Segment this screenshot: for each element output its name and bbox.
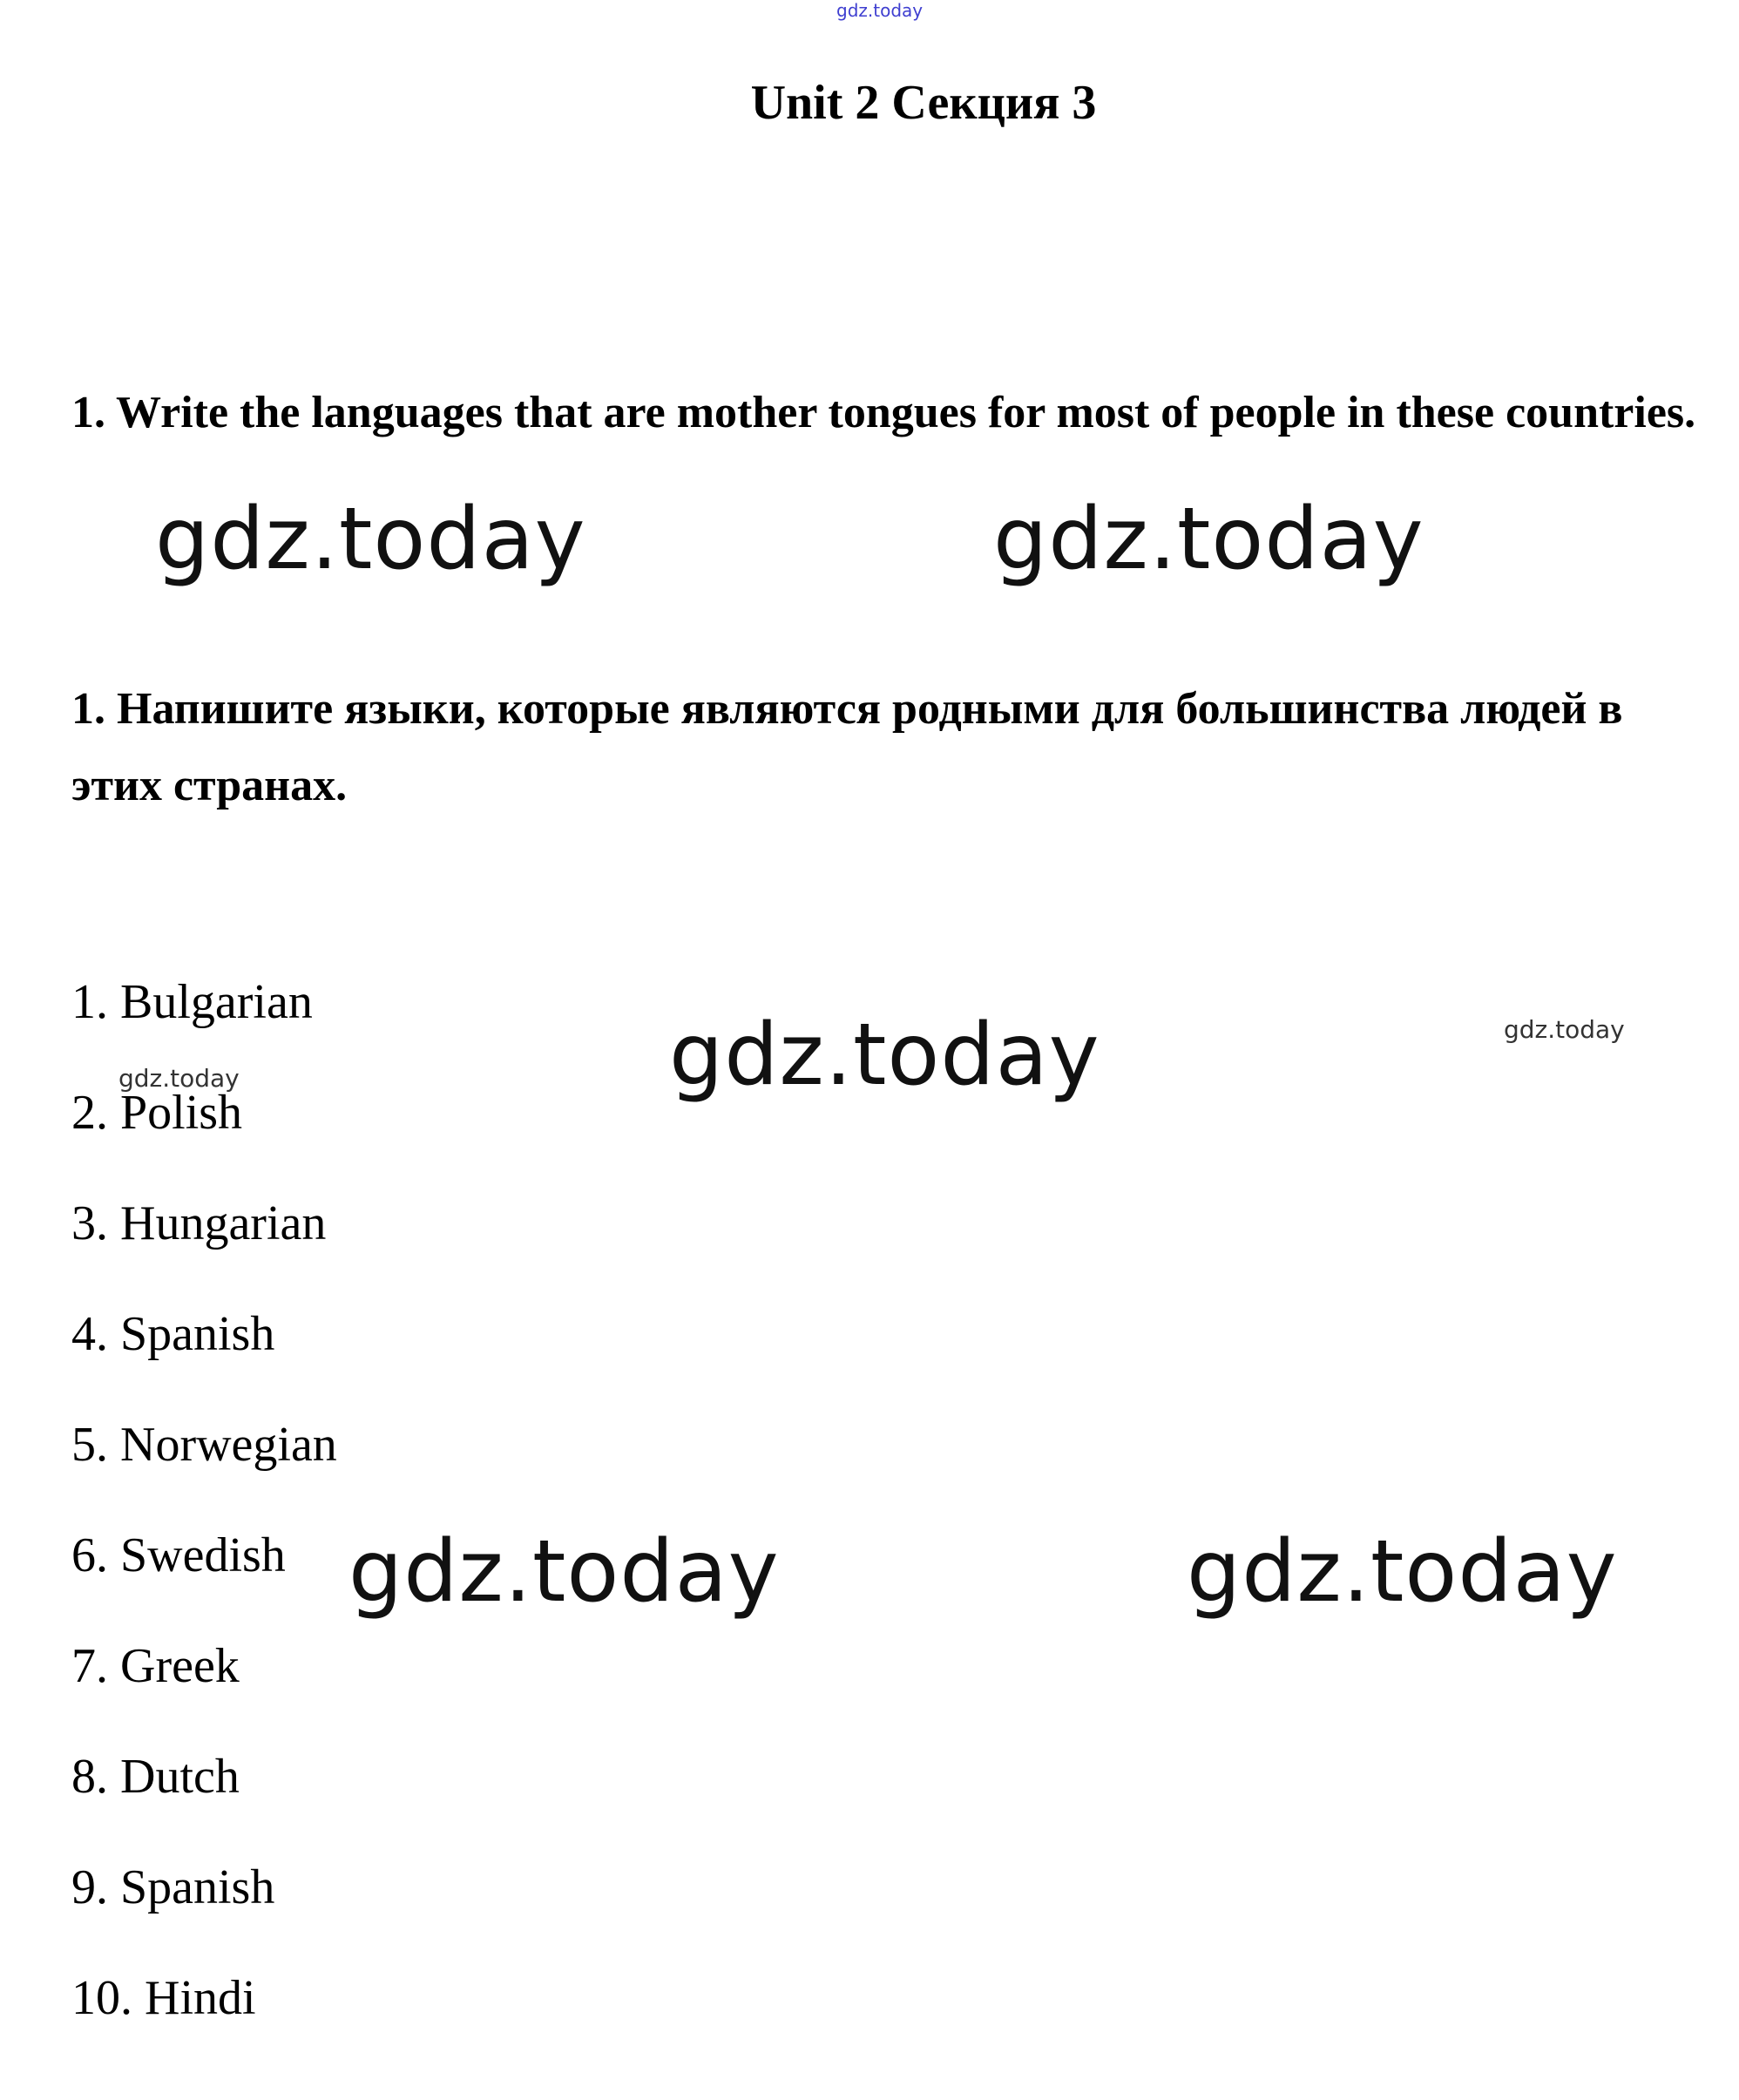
answer-item: 9. Spanish — [71, 1860, 275, 1914]
answer-item: 6. Swedish — [71, 1528, 286, 1582]
answer-item: 7. Greek — [71, 1639, 240, 1693]
watermark: gdz.today — [1504, 1015, 1625, 1044]
answer-item: 3. Hungarian — [71, 1196, 327, 1250]
answer-item: 5. Norwegian — [71, 1418, 337, 1472]
page-title: Unit 2 Секция 3 — [750, 76, 1097, 130]
watermark-top: gdz.today — [836, 0, 924, 21]
answer-item: 1. Bulgarian — [71, 975, 313, 1029]
watermark: gdz.today — [1187, 1522, 1618, 1622]
task-english: 1. Write the languages that are mother tongues for most of people in these countries. — [71, 388, 1696, 437]
answer-item: 4. Spanish — [71, 1307, 275, 1361]
watermark: gdz.today — [669, 1006, 1100, 1105]
watermark: gdz.today — [118, 1064, 240, 1093]
watermark: gdz.today — [348, 1522, 780, 1622]
answer-item: 8. Dutch — [71, 1750, 240, 1804]
answer-list — [71, 967, 337, 2074]
watermark: gdz.today — [155, 490, 586, 589]
answer-item: 10. Hindi — [71, 1971, 256, 2025]
answer-item: 2. Polish — [71, 1086, 243, 1140]
watermark: gdz.today — [993, 490, 1424, 589]
task-russian: 1. Напишите языки, которые являются родными для большинства людей в этих странах. — [71, 684, 1623, 810]
